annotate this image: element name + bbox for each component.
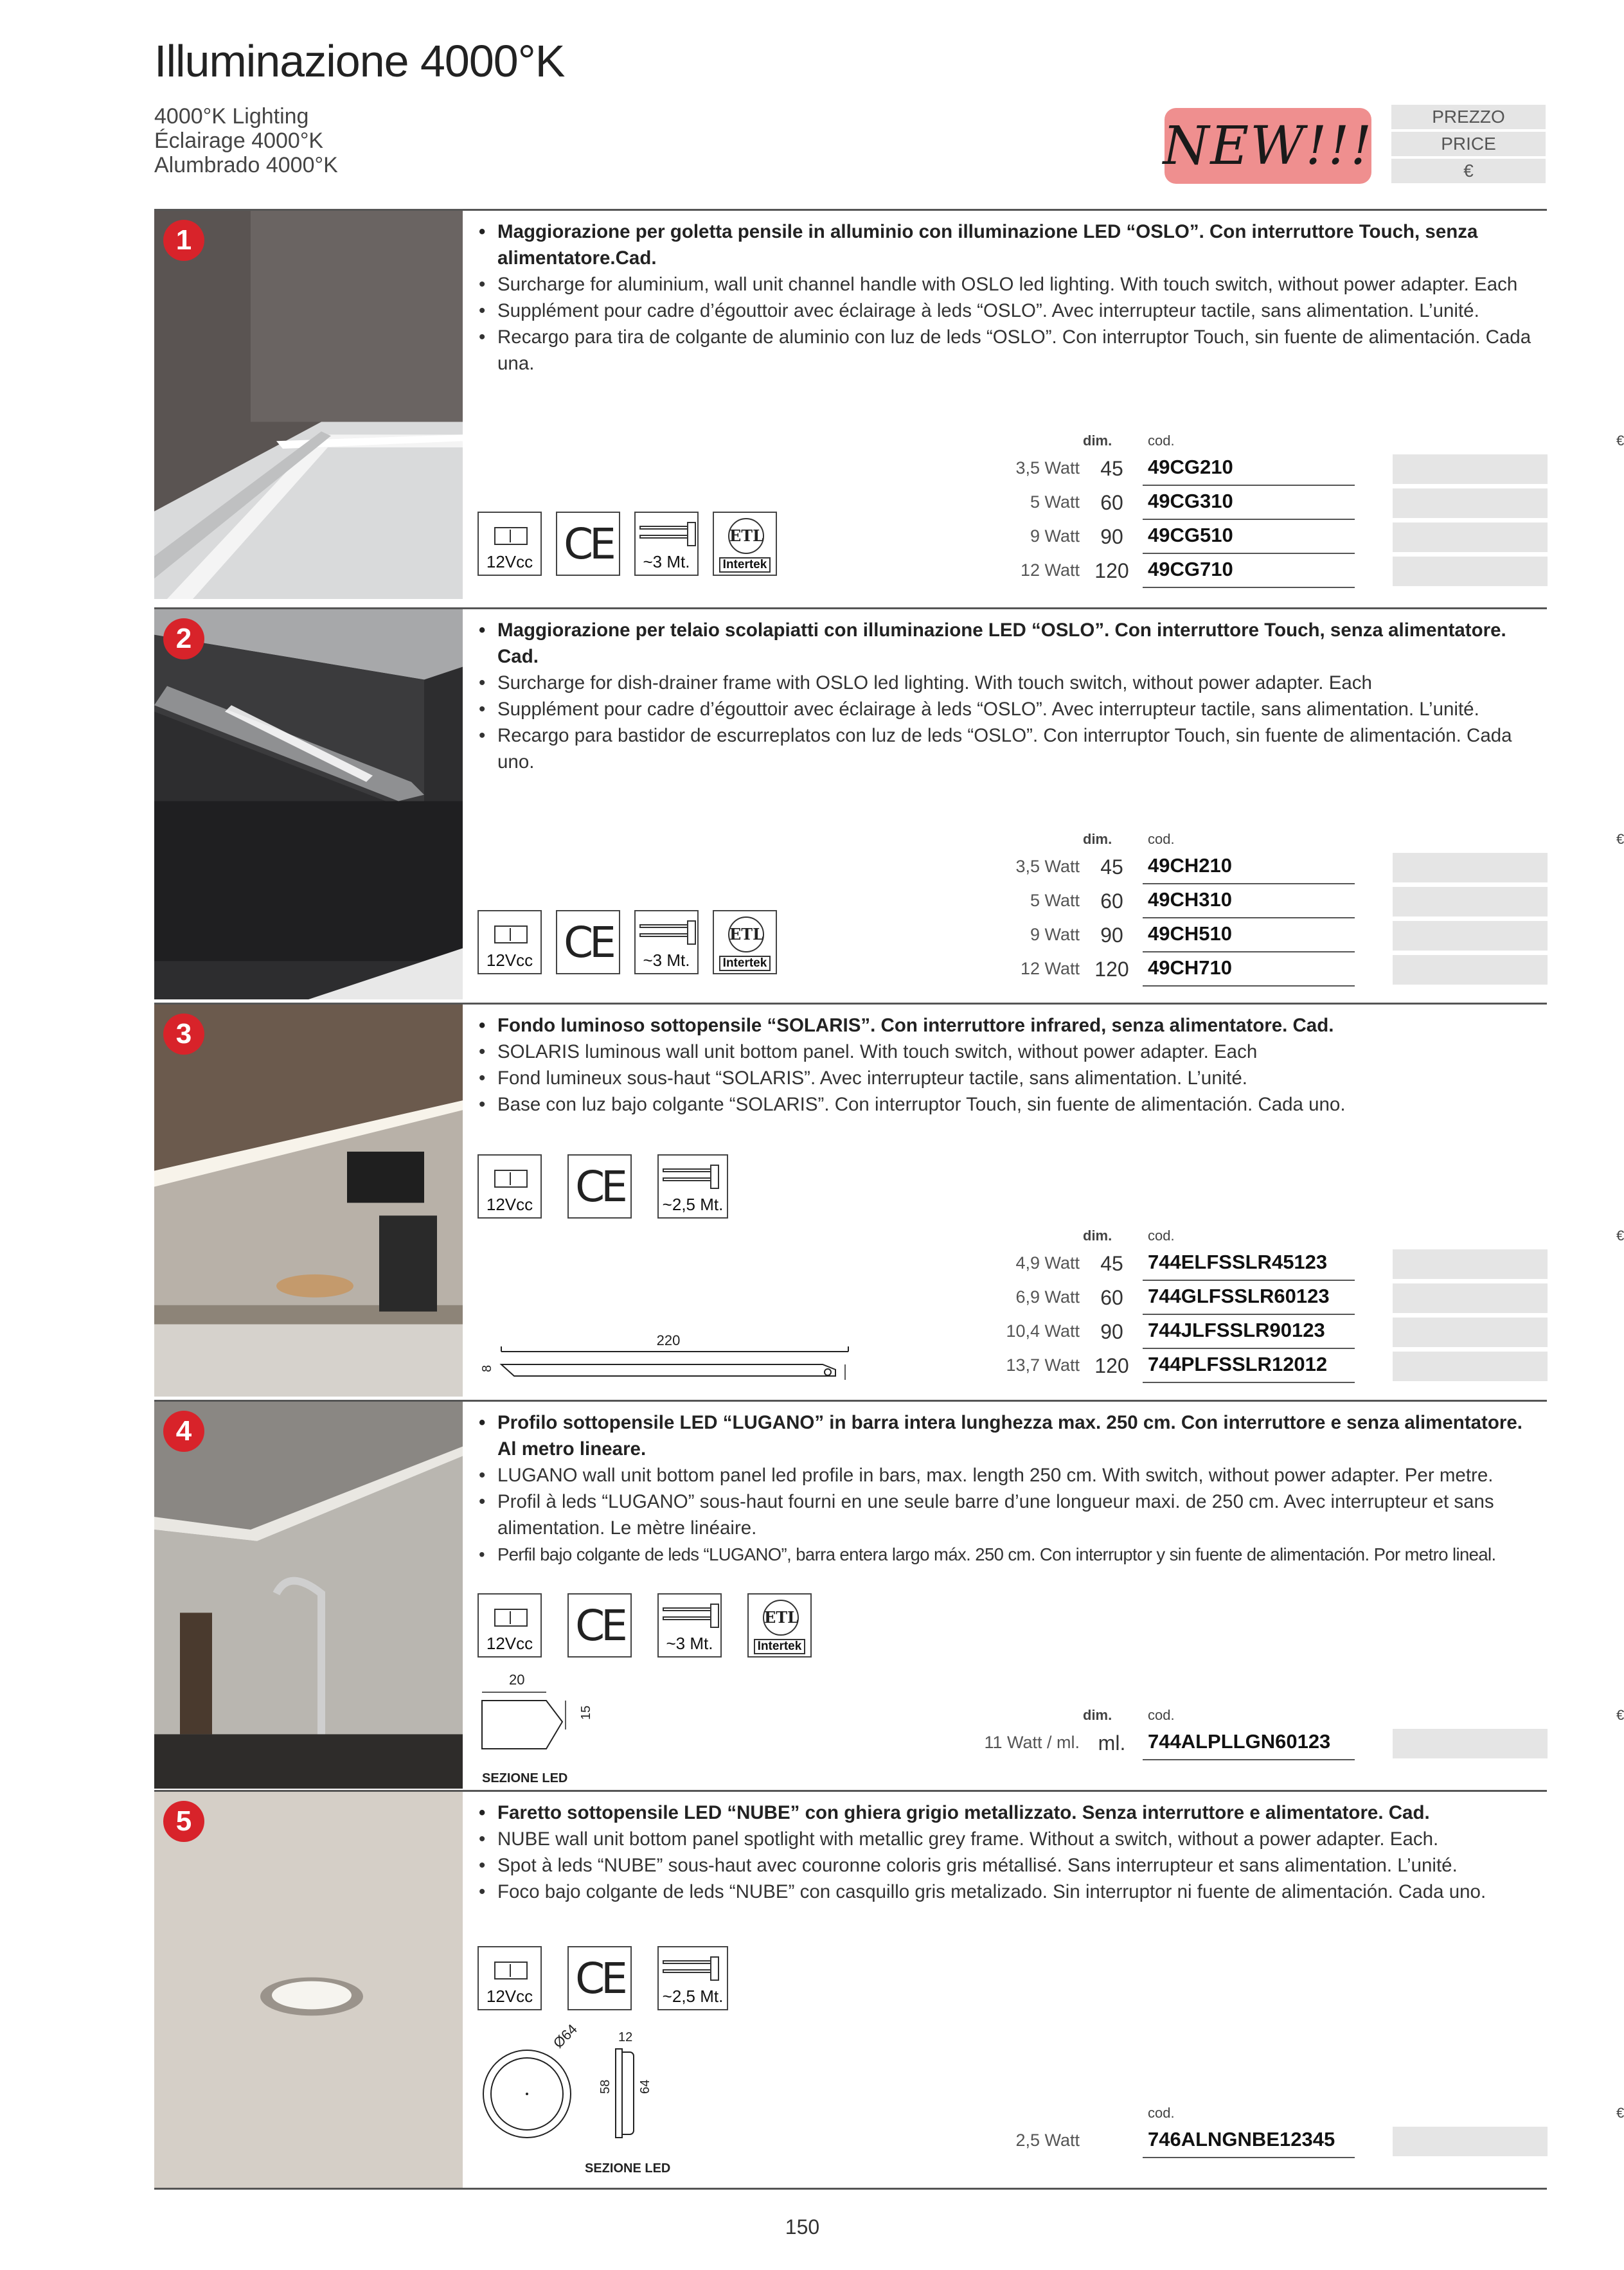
price-cell — [1393, 1318, 1548, 1347]
product-section-4 — [154, 1400, 1624, 1789]
table-row: 10,4 Watt 90 744JLFSSLR90123 — [977, 1315, 1555, 1349]
desc-fr: • Profil à leds “LUGANO” sous-haut fourni en une seule barre d’une longueur maxi. de 250 cm. Avec interrupteur et sans alimentation. Le mètre linéaire. — [477, 1488, 1538, 1541]
spec-icons — [477, 512, 777, 576]
price-cell — [1393, 1729, 1548, 1758]
cable-length-icon: ~2,5 Mt. — [657, 1946, 728, 2010]
spec-icons — [477, 1946, 728, 2010]
section-led-label: SEZIONE LED — [482, 1771, 568, 1785]
cable-length-icon: ~3 Mt. — [657, 1593, 722, 1658]
euro-header: € — [1616, 1707, 1624, 1723]
price-cell — [1393, 921, 1548, 951]
cod-header: cod. — [1148, 831, 1175, 847]
solaris-height-label: 8 — [480, 1364, 494, 1372]
desc-es: • Foco bajo colgante de leds “NUBE” con casquillo gris metalizado. Sin interruptor ni fuente de alimentación. Cada uno. — [477, 1879, 1538, 1905]
price-header-currency: € — [1391, 159, 1546, 183]
lugano-section-drawing — [476, 1665, 604, 1794]
cable-length-icon: ~2,5 Mt. — [657, 1154, 728, 1219]
product-section-1 — [154, 209, 1624, 599]
desc-es: • Recargo para bastidor de escurreplatos con luz de leds “OSLO”. Con interruptor Touch, sin fuente de alimentación. Cada uno. — [477, 722, 1538, 775]
table-row: 3,5 Watt 45 49CH210 — [977, 850, 1555, 884]
dim-header: dim. — [1083, 433, 1112, 449]
subtitle-en: 4000°K Lighting — [154, 104, 309, 129]
product-description — [477, 1409, 1538, 1568]
spec-icons — [477, 910, 777, 974]
price-cell — [1393, 1249, 1548, 1279]
ce-mark-icon: CE — [567, 1593, 632, 1658]
product-photo-lugano — [154, 1402, 463, 1789]
price-cell — [1393, 557, 1548, 586]
section-number-badge: 2 — [163, 618, 204, 659]
lugano-height-label: 15 — [579, 1705, 593, 1720]
euro-header: € — [1616, 1228, 1624, 1244]
product-section-5 — [154, 1790, 1624, 2188]
ce-mark-icon: CE — [567, 1946, 632, 2010]
table-row: 13,7 Watt 120 744PLFSSLR12012 — [977, 1349, 1555, 1383]
spec-icons — [477, 1593, 812, 1658]
price-header-it: PREZZO — [1391, 105, 1546, 129]
etl-intertek-icon: ETL Intertek — [747, 1593, 812, 1658]
dim-header: dim. — [1083, 831, 1112, 847]
ce-mark-icon: CE — [556, 512, 620, 576]
price-cell — [1393, 454, 1548, 484]
voltage-plug-icon: 12Vcc — [477, 512, 542, 576]
price-cell — [1393, 853, 1548, 882]
cod-header: cod. — [1148, 1707, 1175, 1723]
euro-header: € — [1616, 2105, 1624, 2121]
table-row: 12 Watt 120 49CG710 — [977, 554, 1555, 588]
section-number-badge: 1 — [163, 220, 204, 261]
nube-inner-label: 58 — [598, 2079, 612, 2094]
product-photo-nube — [154, 1792, 463, 2188]
solaris-length-label: 220 — [656, 1332, 681, 1348]
voltage-plug-icon: 12Vcc — [477, 1593, 542, 1658]
desc-en: • SOLARIS luminous wall unit bottom panel. With touch switch, without power adapter. Each — [477, 1039, 1538, 1065]
voltage-plug-icon: 12Vcc — [477, 1946, 542, 2010]
desc-fr: • Spot à leds “NUBE” sous-haut avec couronne coloris gris métallisé. Sans interrupteur et sans alimentation. L’unité. — [477, 1852, 1538, 1879]
euro-header: € — [1616, 433, 1624, 449]
product-section-2 — [154, 607, 1624, 999]
cod-header: cod. — [1148, 2105, 1175, 2121]
desc-en: • LUGANO wall unit bottom panel led profile in bars, max. length 250 cm. With switch, without power adapter. Per metre. — [477, 1462, 1538, 1488]
table-row: 5 Watt 60 49CH310 — [977, 884, 1555, 918]
cable-length-icon: ~3 Mt. — [634, 910, 699, 974]
table-row: 3,5 Watt 45 49CG210 — [977, 452, 1555, 486]
dim-header: dim. — [1083, 1707, 1112, 1723]
desc-es: • Base con luz bajo colgante “SOLARIS”. Con interruptor Touch, sin fuente de alimentación. Cada uno. — [477, 1091, 1538, 1118]
bottom-divider — [154, 2188, 1547, 2190]
etl-intertek-icon: ETL Intertek — [713, 910, 777, 974]
table-row: 11 Watt / ml. ml. 744ALPLLGN60123 — [977, 1726, 1555, 1760]
subtitle-fr: Éclairage 4000°K — [154, 129, 324, 153]
nube-section-drawing — [476, 2023, 694, 2184]
product-photo-oslo-frame — [154, 609, 463, 999]
section-number-badge: 3 — [163, 1014, 204, 1055]
price-header — [1391, 105, 1546, 186]
desc-fr: • Supplément pour cadre d’égouttoir avec éclairage à leds “OSLO”. Avec interrupteur tactile, sans alimentation. L’unité. — [477, 696, 1538, 722]
desc-fr: • Supplément pour cadre d’égouttoir avec éclairage à leds “OSLO”. Avec interrupteur tactile, sans alimentation. L’unité. — [477, 298, 1538, 324]
desc-es: • Perfil bajo colgante de leds “LUGANO”, barra entera largo máx. 250 cm. Con interruptor y sin fuente de alimentación. Por metro lineal. — [477, 1541, 1538, 1568]
table-row: 4,9 Watt 45 744ELFSSLR45123 — [977, 1247, 1555, 1281]
price-cell — [1393, 523, 1548, 552]
price-header-en: PRICE — [1391, 132, 1546, 156]
table-row: 5 Watt 60 49CG310 — [977, 486, 1555, 520]
desc-it: • Faretto sottopensile LED “NUBE” con ghiera grigio metallizzato. Senza interruttore e alimentatore. Cad. — [477, 1800, 1538, 1826]
page-title: Illuminazione 4000°K — [154, 36, 565, 86]
cod-header: cod. — [1148, 1228, 1175, 1244]
voltage-plug-icon: 12Vcc — [477, 1154, 542, 1219]
desc-en: • Surcharge for dish-drainer frame with OSLO led lighting. With touch switch, without power adapter. Each — [477, 670, 1538, 696]
price-cell — [1393, 1352, 1548, 1381]
product-photo-solaris — [154, 1005, 463, 1397]
section-number-badge: 4 — [163, 1411, 204, 1452]
table-row: 9 Watt 90 49CG510 — [977, 520, 1555, 554]
nube-depth-label: 12 — [618, 2030, 633, 2044]
nube-diameter-label: Ø64 — [549, 2021, 580, 2051]
table-row: 12 Watt 120 49CH710 — [977, 952, 1555, 987]
cod-header: cod. — [1148, 433, 1175, 449]
voltage-plug-icon: 12Vcc — [477, 910, 542, 974]
table-row: 2,5 Watt 746ALNGNBE12345 — [977, 2124, 1555, 2158]
solaris-dimension-drawing — [476, 1313, 861, 1390]
ce-mark-icon: CE — [567, 1154, 632, 1219]
cable-length-icon: ~3 Mt. — [634, 512, 699, 576]
desc-it: • Maggiorazione per telaio scolapiatti con illuminazione LED “OSLO”. Con interruttore Touch, senza alimentatore. Cad. — [477, 617, 1538, 670]
price-cell — [1393, 488, 1548, 518]
product-description — [477, 219, 1538, 377]
price-cell — [1393, 887, 1548, 916]
product-description — [477, 1012, 1538, 1118]
desc-it: • Profilo sottopensile LED “LUGANO” in barra intera lunghezza max. 250 cm. Con interruttore e senza alimentatore. Al metro lineare. — [477, 1409, 1538, 1462]
section-led-label: SEZIONE LED — [585, 2161, 671, 2176]
product-description — [477, 1800, 1538, 1905]
desc-fr: • Fond lumineux sous-haut “SOLARIS”. Avec interrupteur tactile, sans alimentation. L’unité. — [477, 1065, 1538, 1091]
desc-it: • Maggiorazione per goletta pensile in alluminio con illuminazione LED “OSLO”. Con interruttore Touch, senza alimentatore.Cad. — [477, 219, 1538, 271]
desc-it: • Fondo luminoso sottopensile “SOLARIS”. Con interruttore infrared, senza alimentatore. Cad. — [477, 1012, 1538, 1039]
page-subtitles — [154, 104, 338, 177]
new-badge: NEW!!! — [1164, 108, 1371, 184]
desc-en: • Surcharge for aluminium, wall unit channel handle with OSLO led lighting. With touch switch, without power adapter. Each — [477, 271, 1538, 298]
product-photo-oslo-handle — [154, 211, 463, 599]
price-cell — [1393, 955, 1548, 985]
lugano-width-label: 20 — [509, 1672, 525, 1688]
table-row: 6,9 Watt 60 744GLFSSLR60123 — [977, 1281, 1555, 1315]
subtitle-es: Alumbrado 4000°K — [154, 153, 338, 177]
price-cell — [1393, 1283, 1548, 1313]
section-number-badge: 5 — [163, 1801, 204, 1842]
dim-header: dim. — [1083, 1228, 1112, 1244]
product-section-3 — [154, 1003, 1624, 1397]
price-cell — [1393, 2127, 1548, 2156]
page-number: 150 — [785, 2215, 820, 2239]
table-row: 9 Watt 90 49CH510 — [977, 918, 1555, 952]
desc-es: • Recargo para tira de colgante de aluminio con luz de leds “OSLO”. Con interruptor Touch, sin fuente de alimentación. Cada una. — [477, 324, 1538, 377]
spec-icons — [477, 1154, 728, 1219]
ce-mark-icon: CE — [556, 910, 620, 974]
nube-outer-label: 64 — [638, 2079, 652, 2094]
euro-header: € — [1616, 831, 1624, 847]
etl-intertek-icon: ETL Intertek — [713, 512, 777, 576]
product-description — [477, 617, 1538, 775]
desc-en: • NUBE wall unit bottom panel spotlight with metallic grey frame. Without a switch, without a power adapter. Each. — [477, 1826, 1538, 1852]
